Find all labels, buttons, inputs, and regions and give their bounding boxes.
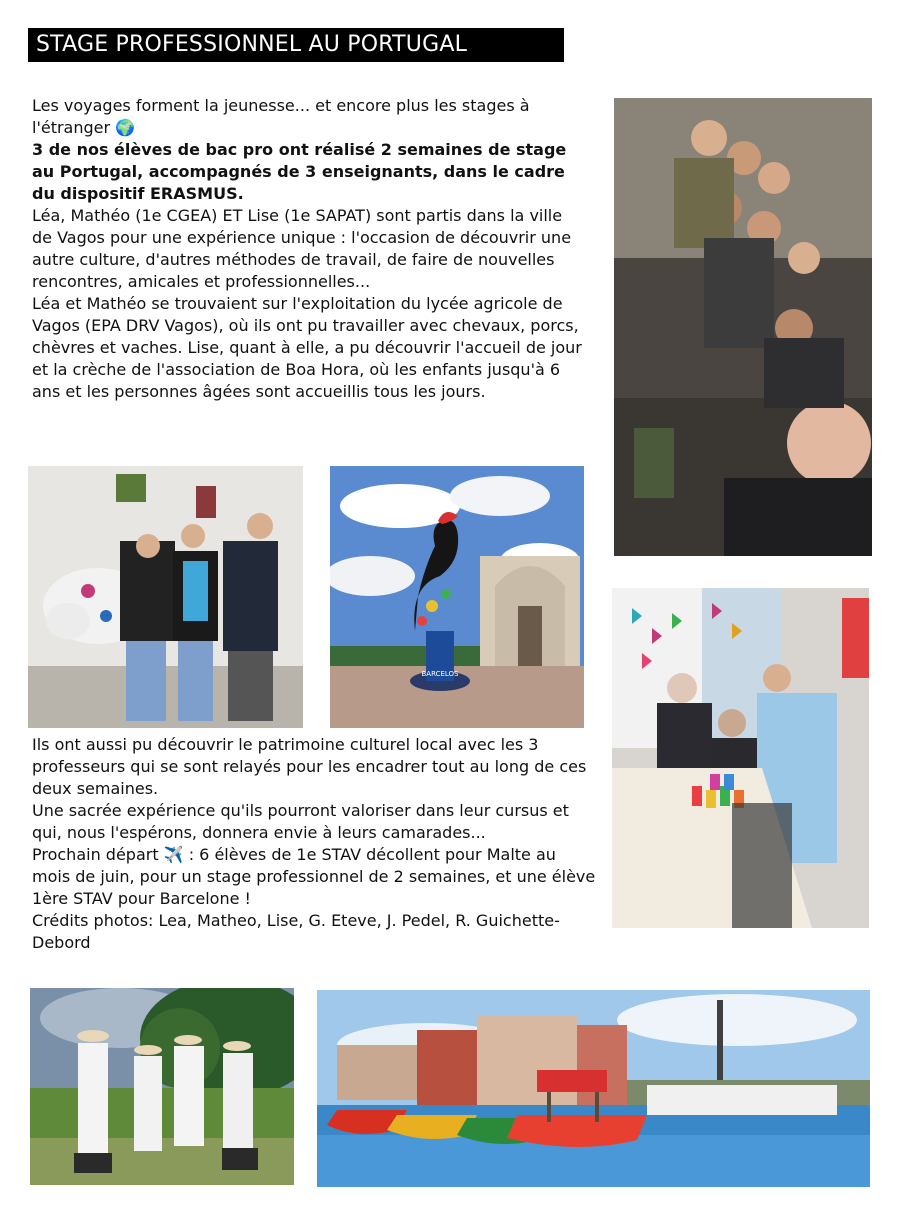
group-selfie-photo <box>614 98 872 556</box>
intro-paragraph-2: Léa et Mathéo se trouvaient sur l'exploitation du lycée agricole de Vagos (EPA DRV Vagos), où ils ont pu travailler avec chevaux, porcs, chèvres et vaches. Lise, quant à elle, a pu découvrir l'accueil de jour et la crèche de l'association de Boa Hora, où les enfants jusqu'à 6 ans et les personnes âgées sont accueillis tous les jours. <box>32 294 582 401</box>
outro-paragraph-3: Prochain départ ✈️ : 6 élèves de 1e STAV décollent pour Malte au mois de juin, pour un stage professionnel de 2 semaines, et une élève 1ère STAV pour Barcelone ! <box>32 845 596 908</box>
rooster-caption: BARCELOS <box>421 670 459 678</box>
outro-text <box>32 734 597 954</box>
beekeepers-photo <box>30 988 294 1185</box>
intro-text <box>32 95 587 403</box>
intro-paragraph-1: Léa, Mathéo (1e CGEA) ET Lise (1e SAPAT) sont partis dans la ville de Vagos pour une expérience unique : l'occasion de découvrir une autre culture, d'autres méthodes de travail, de faire de nouvelles rencontres, amicales et professionnelles... <box>32 206 572 291</box>
cow-statue-photo <box>28 466 303 728</box>
day-care-photo <box>612 588 869 928</box>
intro-highlight: 3 de nos élèves de bac pro ont réalisé 2 semaines de stage au Portugal, accompagnés de 3 enseignants, dans le cadre du dispositif ERASMUS. <box>32 140 567 203</box>
page-title: STAGE PROFESSIONNEL AU PORTUGAL <box>28 28 564 62</box>
intro-line: Les voyages forment la jeunesse... et encore plus les stages à l'étranger 🌍 <box>32 96 530 137</box>
rooster-statue-photo <box>330 466 584 728</box>
photo-credits: Crédits photos: Lea, Matheo, Lise, G. Eteve, J. Pedel, R. Guichette-Debord <box>32 911 560 952</box>
moliceiro-boats-photo <box>317 990 870 1187</box>
outro-paragraph-1: Ils ont aussi pu découvrir le patrimoine culturel local avec les 3 professeurs qui se sont relayés pour les encadrer tout au long de ces deux semaines. <box>32 735 587 798</box>
outro-paragraph-2: Une sacrée expérience qu'ils pourront valoriser dans leur cursus et qui, nous l'espérons, donnera envie à leurs camarades... <box>32 801 569 842</box>
